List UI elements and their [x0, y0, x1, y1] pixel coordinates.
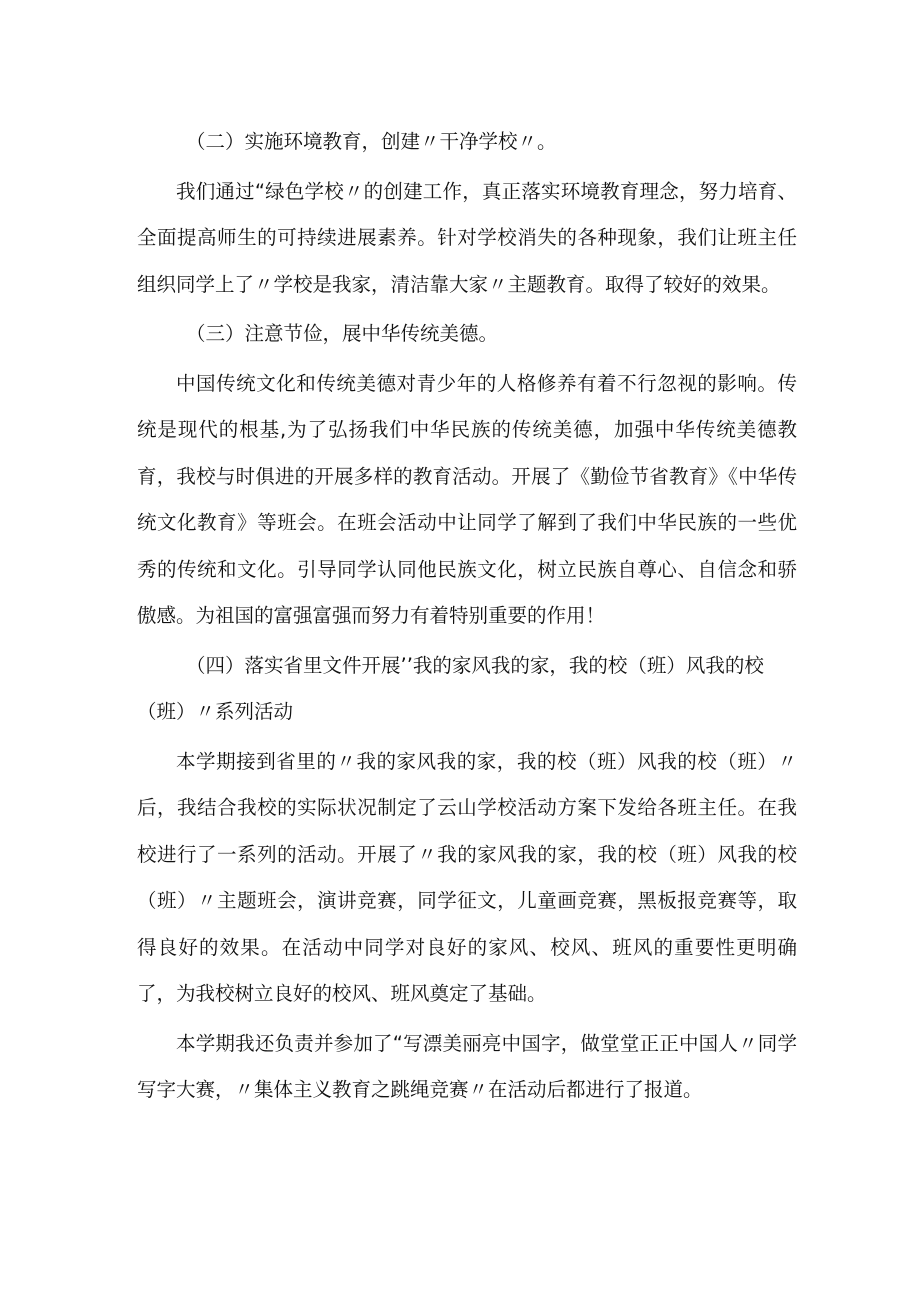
- body-paragraph-1: 我们通过“绿色学校〃的创建工作，真正落实环境教育理念，努力培育、全面提高师生的可持续进展素养。针对学校消失的各种现象，我们让班主任组织同学上了〃学校是我家，清洁靠大家〃主题教育。取得了较好的效果。: [137, 179, 797, 296]
- section-heading-4: （四）落实省里文件开展’’我的家风我的家，我的校（班）风我的校（班）〃系列活动: [137, 653, 764, 723]
- document-body: [137, 119, 797, 1114]
- body-paragraph-3: 本学期接到省里的〃我的家风我的家，我的校（班）风我的校（班）〃后，我结合我校的实际状况制定了云山学校活动方案下发给各班主任。在我校进行了一系列的活动。开展了〃我的家风我的家，我的校（班）风我的校（班）〃主题班会，演讲竞赛，同学征文，儿童画竞赛，黑板报竞赛等，取得良好的效果。在活动中同学对良好的家风、校风、班风的重要性更明确了，为我校树立良好的校风、班风奠定了基础。: [137, 749, 797, 1005]
- body-paragraph-4: 本学期我还负责并参加了“写漂美丽亮中国字，做堂堂正正中国人〃同学写字大赛，〃集体主义教育之跳绳竞赛〃在活动后都进行了报道。: [137, 1031, 797, 1101]
- body-paragraph-2: 中国传统文化和传统美德对青少年的人格修养有着不行忽视的影响。传统是现代的根基,为了弘扬我们中华民族的传统美德，加强中华传统美德教育，我校与时俱进的开展多样的教育活动。开展了《勤俭节省教育》《中华传统文化教育》等班会。在班会活动中让同学了解到了我们中华民族的一些优秀的传统和文化。引导同学认同他民族文化，树立民族自尊心、自信念和骄傲感。为祖国的富强富强而努力有着特别重要的作用！: [137, 371, 797, 627]
- section-heading-3: （三）注意节俭，展中华传统美德。: [186, 322, 499, 345]
- section-heading-2: （二）实施环境教育，创建〃干净学校〃。: [186, 130, 557, 153]
